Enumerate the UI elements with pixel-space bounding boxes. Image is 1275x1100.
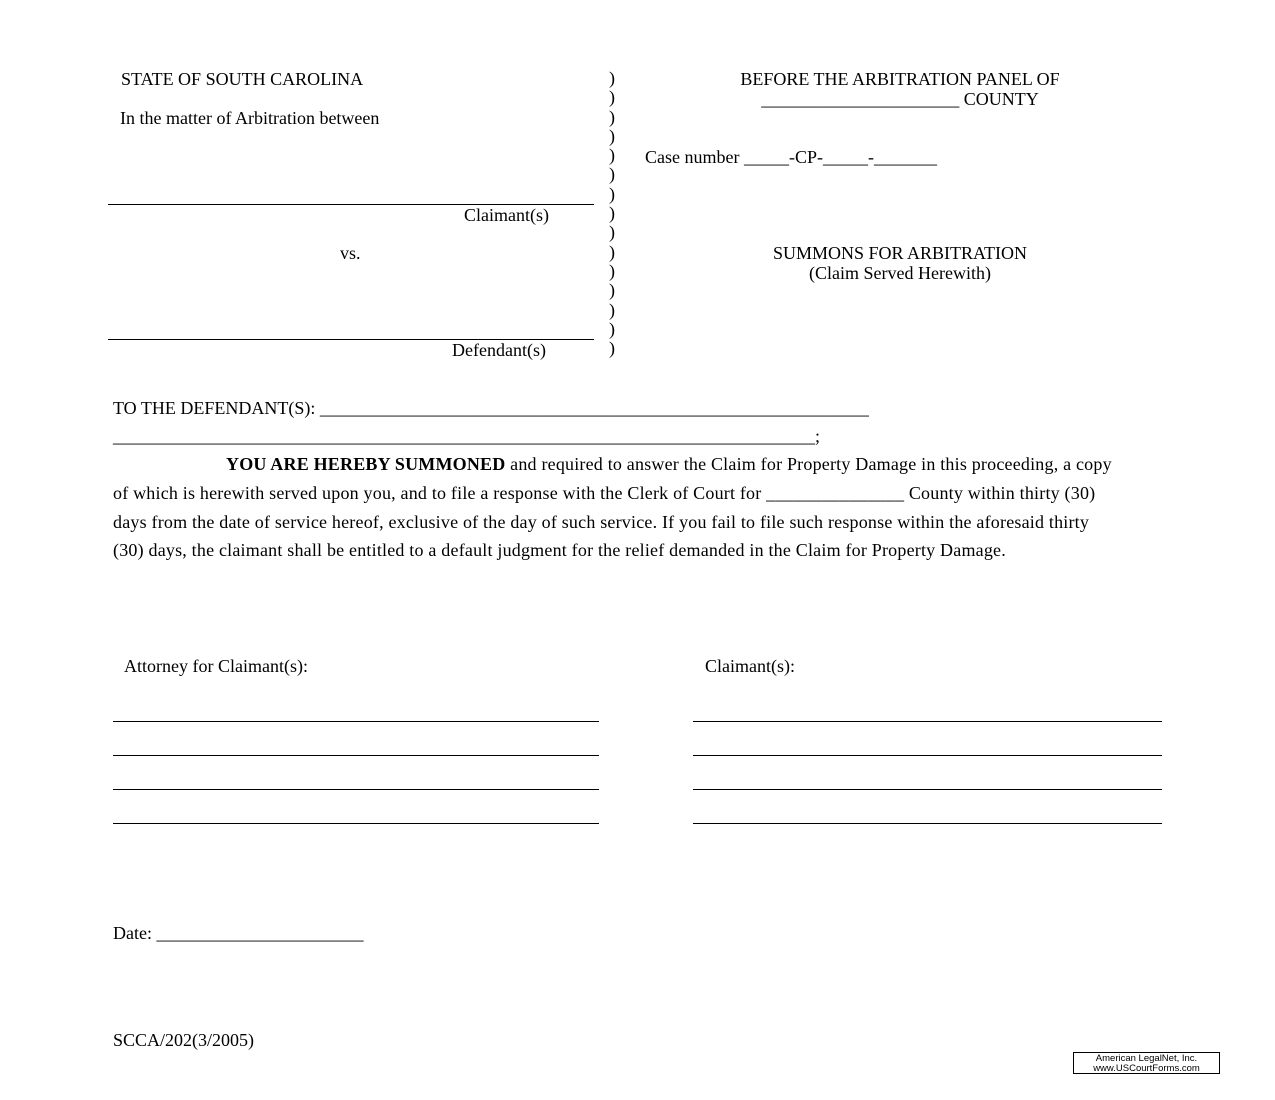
summons-lead: YOU ARE HEREBY SUMMONED <box>226 454 506 474</box>
claimant-line-1[interactable] <box>693 721 1162 722</box>
paren: ) <box>609 260 615 281</box>
defendant-label: Defendant(s) <box>452 340 546 360</box>
matter-heading: In the matter of Arbitration between <box>120 108 380 128</box>
county-line[interactable]: ______________________ COUNTY <box>761 89 1039 109</box>
paren: ) <box>609 222 615 243</box>
paren: ) <box>609 203 615 224</box>
attorney-label: Attorney for Claimant(s): <box>124 656 308 676</box>
form-id: SCCA/202(3/2005) <box>113 1030 255 1050</box>
paren: ) <box>609 299 615 320</box>
paren: ) <box>609 145 615 166</box>
versus-label: vs. <box>340 243 361 263</box>
claimant-line-4[interactable] <box>693 823 1162 824</box>
summons-paragraph <box>113 450 1123 565</box>
publisher-badge <box>1073 1052 1220 1074</box>
paren: ) <box>609 183 615 204</box>
summons-text: and required to answer the Claim for Property Damage in this proceeding, a copy of which is herewith served upon you, and to file a response with the Clerk of Court for _______________ County within thirty (30) days from the date of service hereof, exclusive of the day of such service. If you fail to file such response within the aforesaid thirty (30) days, the claimant shall be entitled to a default judgment for the relief demanded in the Claim for Property Damage. <box>113 454 1112 561</box>
claimant-signature-label: Claimant(s): <box>705 656 795 676</box>
publisher-name: American LegalNet, Inc. <box>1095 1053 1198 1064</box>
paren: ) <box>609 106 615 127</box>
claimant-label: Claimant(s) <box>464 205 549 225</box>
paren: ) <box>609 318 615 339</box>
document-title: SUMMONS FOR ARBITRATION <box>772 243 1028 263</box>
date-field[interactable]: Date: _______________________ <box>113 923 364 943</box>
panel-heading: BEFORE THE ARBITRATION PANEL OF <box>740 69 1060 89</box>
paren: ) <box>609 241 615 262</box>
case-number-field[interactable]: Case number _____-CP-_____-_______ <box>645 147 937 167</box>
attorney-line-2[interactable] <box>113 755 599 756</box>
claimant-line-3[interactable] <box>693 789 1162 790</box>
state-heading: STATE OF SOUTH CAROLINA <box>121 69 364 89</box>
claimant-line-2[interactable] <box>693 755 1162 756</box>
document-subtitle: (Claim Served Herewith) <box>809 263 991 283</box>
attorney-line-4[interactable] <box>113 823 599 824</box>
paren: ) <box>609 87 615 108</box>
attorney-line-1[interactable] <box>113 721 599 722</box>
attorney-line-3[interactable] <box>113 789 599 790</box>
publisher-url: www.USCourtForms.com <box>1093 1063 1200 1074</box>
paren: ) <box>609 164 615 185</box>
paren: ) <box>609 68 615 88</box>
paren: ) <box>609 280 615 301</box>
paren: ) <box>609 338 615 359</box>
to-defendant-line-2[interactable]: ______________________________________________________________________________; <box>113 426 821 446</box>
to-defendant-line[interactable]: TO THE DEFENDANT(S): _____________________________________________________________ <box>113 398 869 418</box>
paren: ) <box>609 125 615 146</box>
caption-divider <box>609 69 621 358</box>
